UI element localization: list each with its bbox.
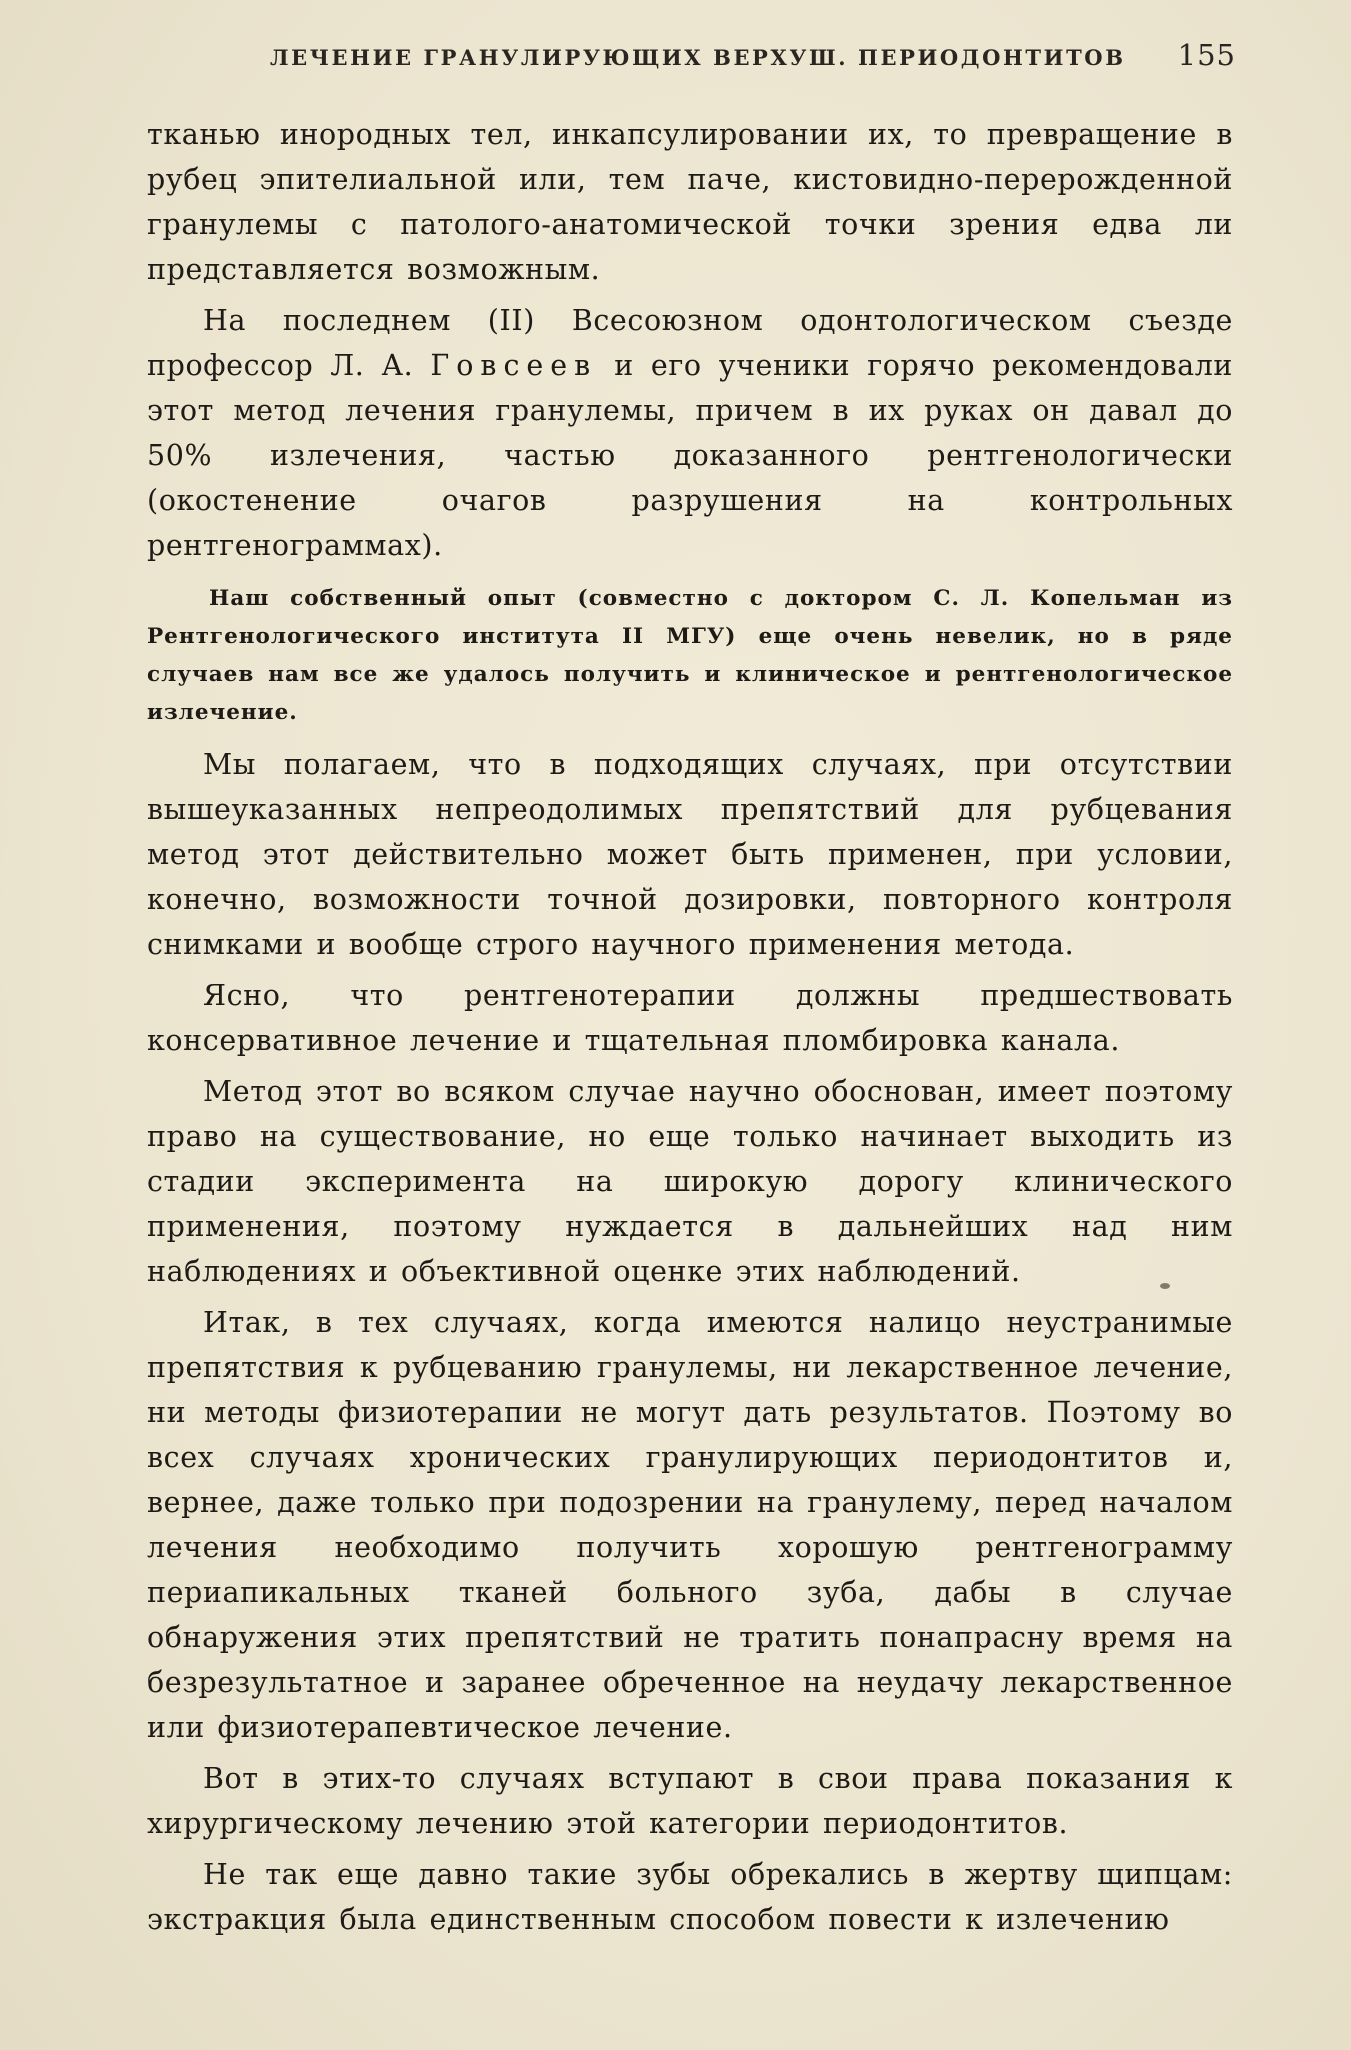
paragraph-method-assessment: Метод этот во всяком случае научно обоснован, имеет поэтому право на существование, но еще только начинает выходить из стадии эксперимента на широкую дорогу клинического применения, поэтому нуждается в дальнейших над ним наблюдениях и объективной оценке этих наблюдений. <box>147 1075 1233 1288</box>
author-name-spaced: Говсеев <box>430 349 598 382</box>
paragraph-conservative-treatment: Ясно, что рентгенотерапии должны предшествовать консервативное лечение и тщательная пломбировка канала. <box>147 979 1233 1057</box>
paragraph-continuation: тканью инородных тел, инкапсулировании их, то превращение в рубец эпителиальной или, тем паче, кистовидно-перерожденной гранулемы с патолого-анатомической точки зрения едва ли представляется возможным. <box>147 118 1233 286</box>
paragraph-conclusion: Итак, в тех случаях, когда имеются налицо неустранимые препятствия к рубцеванию гранулемы, ни лекарственное лечение, ни методы физиотерапии не могут дать результатов. Поэтому во всех случаях хронических гранулирующих периодонтитов и, вернее, даже только при подозрении на гранулему, перед началом лечения необходимо получить хорошую рентгенограмму периапикальных тканей больного зуба, дабы в случае обнаружения этих препятствий не тратить понапрасну время на безрезультатное и заранее обреченное на неудачу лекарственное или физиотерапевтическое лечение. <box>147 1306 1233 1744</box>
paragraph-congress <box>147 298 1233 568</box>
paragraph-congress-text-end: и его ученики горячо рекомендовали этот метод лечения гранулемы, причем в их руках он давал до 50% излечения, частью доказанного рентгенологически (окостенение очагов разрушения на контрольных рентгенограммах). <box>147 349 1233 562</box>
paragraph-opinion: Мы полагаем, что в подходящих случаях, при отсутствии вышеуказанных непреодолимых препятствий для рубцевания метод этот действительно может быть применен, при условии, конечно, возможности точной дозировки, повторного контроля снимками и вообще строго научного применения метода. <box>147 748 1233 961</box>
page-body <box>147 112 1233 1942</box>
running-title: ЛЕЧЕНИЕ ГРАНУЛИРУЮЩИХ ВЕРХУШ. ПЕРИОДОНТИТОВ <box>270 45 1126 70</box>
paragraph-extraction: Не так еще давно такие зубы обрекались в жертву щипцам: экстракция была единственным способом повести к излечению <box>147 1858 1233 1936</box>
page-number: 155 <box>1177 38 1236 72</box>
page-header <box>270 38 1236 78</box>
paragraph-surgical-indications: Вот в этих-то случаях вступают в свои права показания к хирургическому лечению этой категории периодонтитов. <box>147 1762 1233 1840</box>
ink-speck <box>1160 1283 1170 1289</box>
paragraph-congress-text-start: На последнем (II) Всесоюзном одонтологическом съезде профессор Л. А. <box>147 304 1233 382</box>
small-print-note: Наш собственный опыт (совместно с доктором С. Л. Копельман из Рентгенологического института II МГУ) еще очень невелик, но в ряде случаев нам все же удалось получить и клиническое и рентгенологическое излечение. <box>147 586 1233 725</box>
